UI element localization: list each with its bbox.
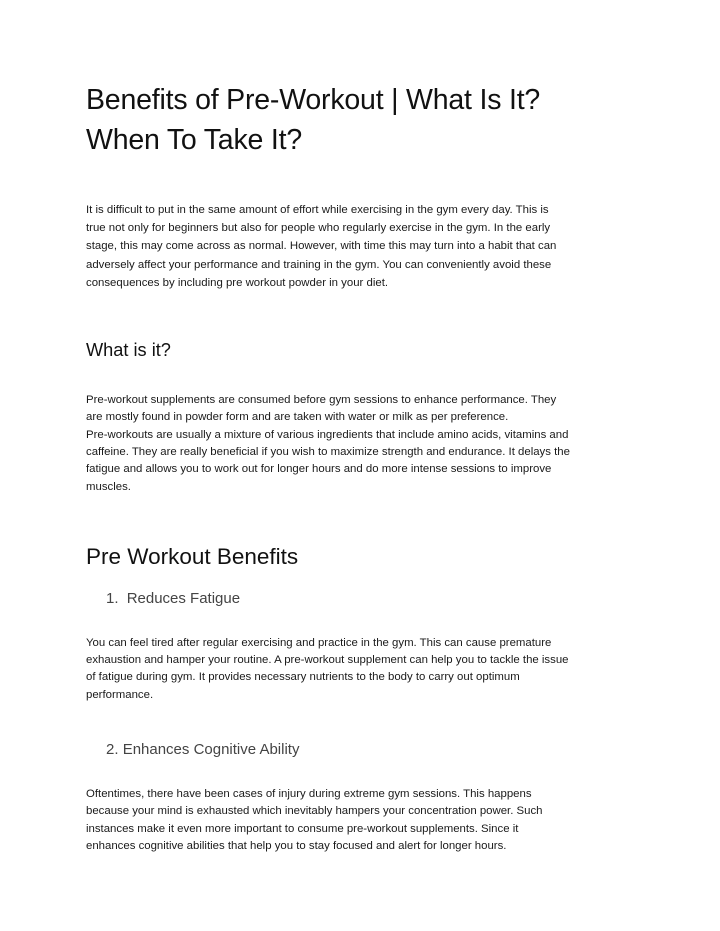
document-content: [86, 80, 646, 855]
list-number: 1.: [106, 589, 119, 607]
section-heading-what-is-it: What is it?: [86, 340, 171, 361]
text-line: fatigue and allows you to work out for longer hours and do more intense sessions to improve: [86, 463, 552, 476]
benefit-heading-cognitive-ability: [86, 740, 646, 760]
text-line: Pre-workout supplements are consumed before gym sessions to enhance performance. They: [86, 394, 557, 407]
benefit-title: Enhances Cognitive Ability: [122, 740, 300, 758]
benefit-paragraph-reduces-fatigue: [86, 635, 646, 704]
what-is-it-paragraph: [86, 392, 646, 496]
title-line: When To Take It?: [86, 124, 302, 156]
text-line: muscles.: [86, 480, 131, 493]
title-line: Benefits of Pre-Workout | What Is It?: [86, 84, 541, 116]
text-line: because your mind is exhausted which inevitably hampers your concentration power. Such: [86, 805, 543, 818]
text-line: adversely affect your performance and training in the gym. You can conveniently avoid these: [86, 258, 552, 271]
intro-paragraph: [86, 201, 646, 292]
section-heading-benefits: Pre Workout Benefits: [86, 543, 299, 569]
text-line: caffeine. They are really beneficial if you wish to maximize strength and endurance. It delays the: [86, 445, 570, 458]
benefit-title: Reduces Fatigue: [126, 589, 241, 607]
text-line: are mostly found in powder form and are taken with water or milk as per preference.: [86, 411, 509, 424]
text-line: of fatigue during gym. It provides necessary nutrients to the body to carry out optimum: [86, 671, 520, 684]
text-line: enhances cognitive abilities that help you to stay focused and alert for longer hours.: [86, 839, 507, 852]
text-line: stage, this may come across as normal. However, with time this may turn into a habit that can: [86, 240, 557, 253]
text-line: Pre-workouts are usually a mixture of various ingredients that include amino acids, vitamins and: [86, 428, 569, 441]
document-title: [86, 80, 646, 160]
text-line: Oftentimes, there have been cases of injury during extreme gym sessions. This happens: [86, 787, 532, 800]
text-line: consequences by including pre workout powder in your diet.: [86, 276, 389, 289]
benefit-heading-reduces-fatigue: [86, 589, 646, 609]
text-line: exhaustion and hamper your routine. A pre-workout supplement can help you to tackle the issue: [86, 654, 569, 667]
text-line: true not only for beginners but also for people who regularly exercise in the gym. In the early: [86, 222, 551, 235]
text-line: You can feel tired after regular exercising and practice in the gym. This can cause premature: [86, 636, 552, 649]
text-line: instances make it even more important to consume pre-workout supplements. Since it: [86, 822, 519, 835]
text-line: performance.: [86, 688, 154, 701]
benefit-paragraph-cognitive-ability: [86, 786, 646, 855]
text-line: It is difficult to put in the same amount of effort while exercising in the gym every day. This is: [86, 204, 549, 216]
list-number: 2.: [106, 740, 119, 758]
